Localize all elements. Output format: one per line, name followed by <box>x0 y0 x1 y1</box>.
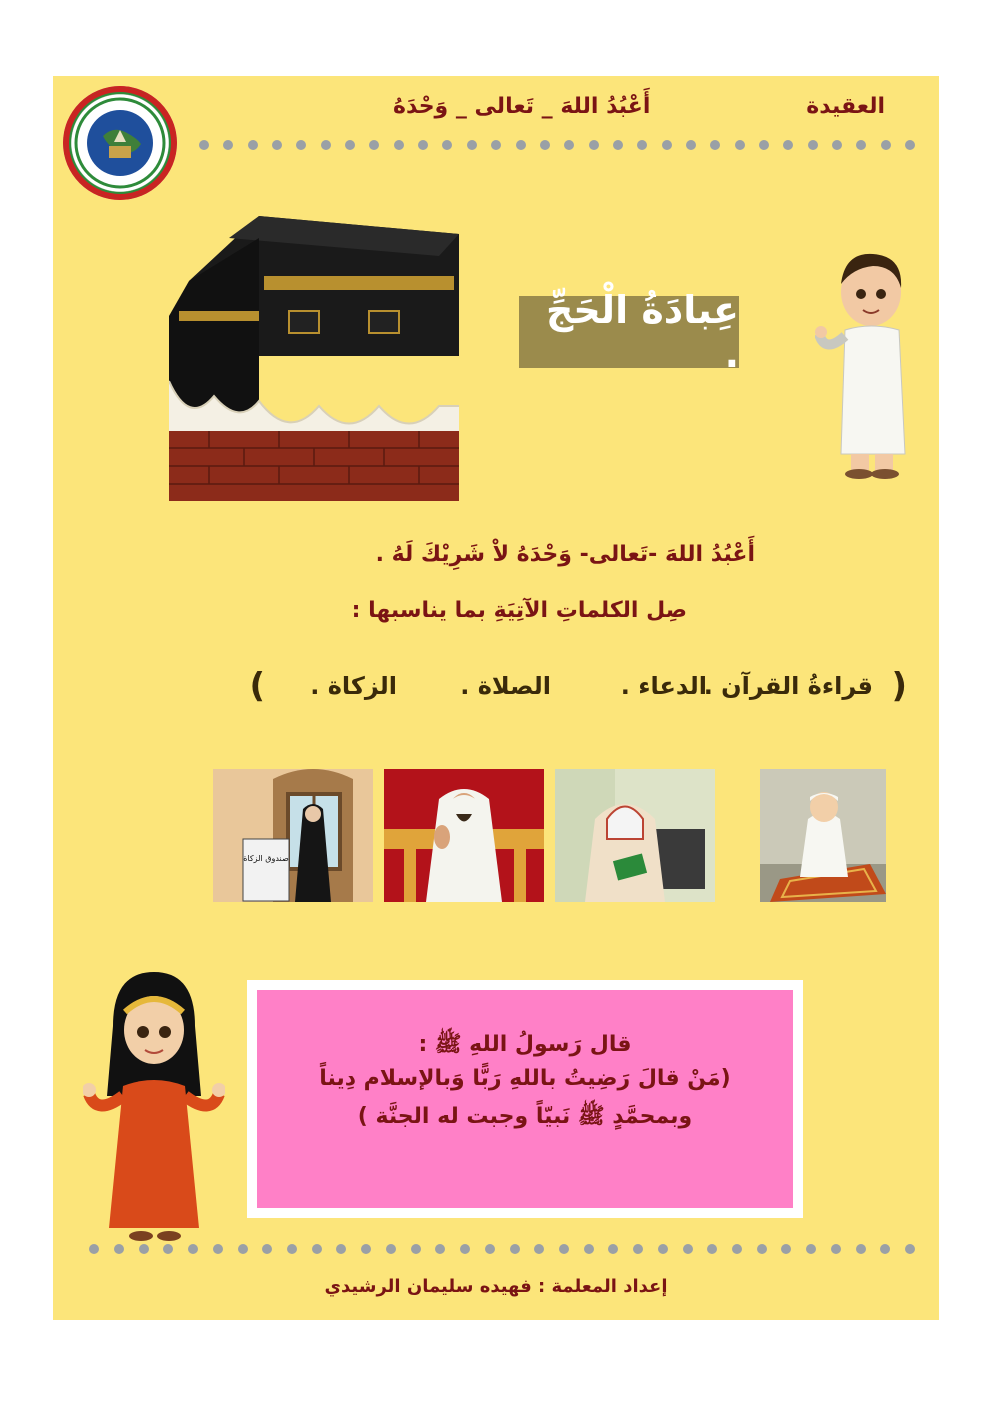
matching-instruction: صِل الكلماتِ الآتِيَةِ بما يناسبها : <box>351 598 687 623</box>
kaaba-illustration <box>169 216 459 501</box>
top-dotted-divider <box>199 140 915 150</box>
word-supplication: الدعاء . <box>620 672 707 700</box>
hadith-box <box>247 980 803 1218</box>
boy-illustration <box>815 244 911 480</box>
lesson-title: عِبادَةُ الْحَجِّ . <box>519 296 739 368</box>
globe-emblem-icon <box>63 86 177 200</box>
subject-label: العقيدة <box>806 94 885 119</box>
close-paren: ) <box>249 666 265 706</box>
unit-title: أَعْبُدُ اللهَ _ تَعالى _ وَحْدَهُ <box>393 94 651 119</box>
scene-supplication <box>384 769 544 902</box>
word-prayer: الصلاة . <box>460 672 551 700</box>
ministry-logo <box>63 86 177 200</box>
hadith-intro: قال رَسولُ اللهِ ﷺ : <box>418 1032 632 1057</box>
word-quran-reading: قراءةُ القرآن . <box>703 672 873 700</box>
girl-illustration <box>83 966 225 1246</box>
scene-prayer <box>726 769 886 902</box>
bottom-dotted-divider <box>89 1244 915 1254</box>
scene-quran-reading <box>555 769 715 902</box>
scene-zakat <box>213 769 373 902</box>
words-to-match <box>173 666 907 712</box>
word-zakat: الزكاة . <box>310 672 397 700</box>
worksheet-page <box>53 76 939 1320</box>
hadith-line-2: وبمحمَّدٍ ﷺ نَبيّاً وجبت له الجنَّة ) <box>357 1104 693 1129</box>
author-credit: إعداد المعلمة : فهيده سليمان الرشيدي <box>324 1276 668 1297</box>
tawhid-statement: أَعْبُدُ اللهَ -تَعالى- وَحْدَهُ لاْ شَرِيْكَ لَهُ . <box>375 542 755 567</box>
hadith-line-1: (مَنْ قالَ رَضِيتُ باللهِ رَبًّا وَبالإسلام دِيناً <box>319 1066 731 1091</box>
zakat-box-label: صندوق الزكاة <box>243 854 289 863</box>
open-paren: ( <box>891 666 907 706</box>
